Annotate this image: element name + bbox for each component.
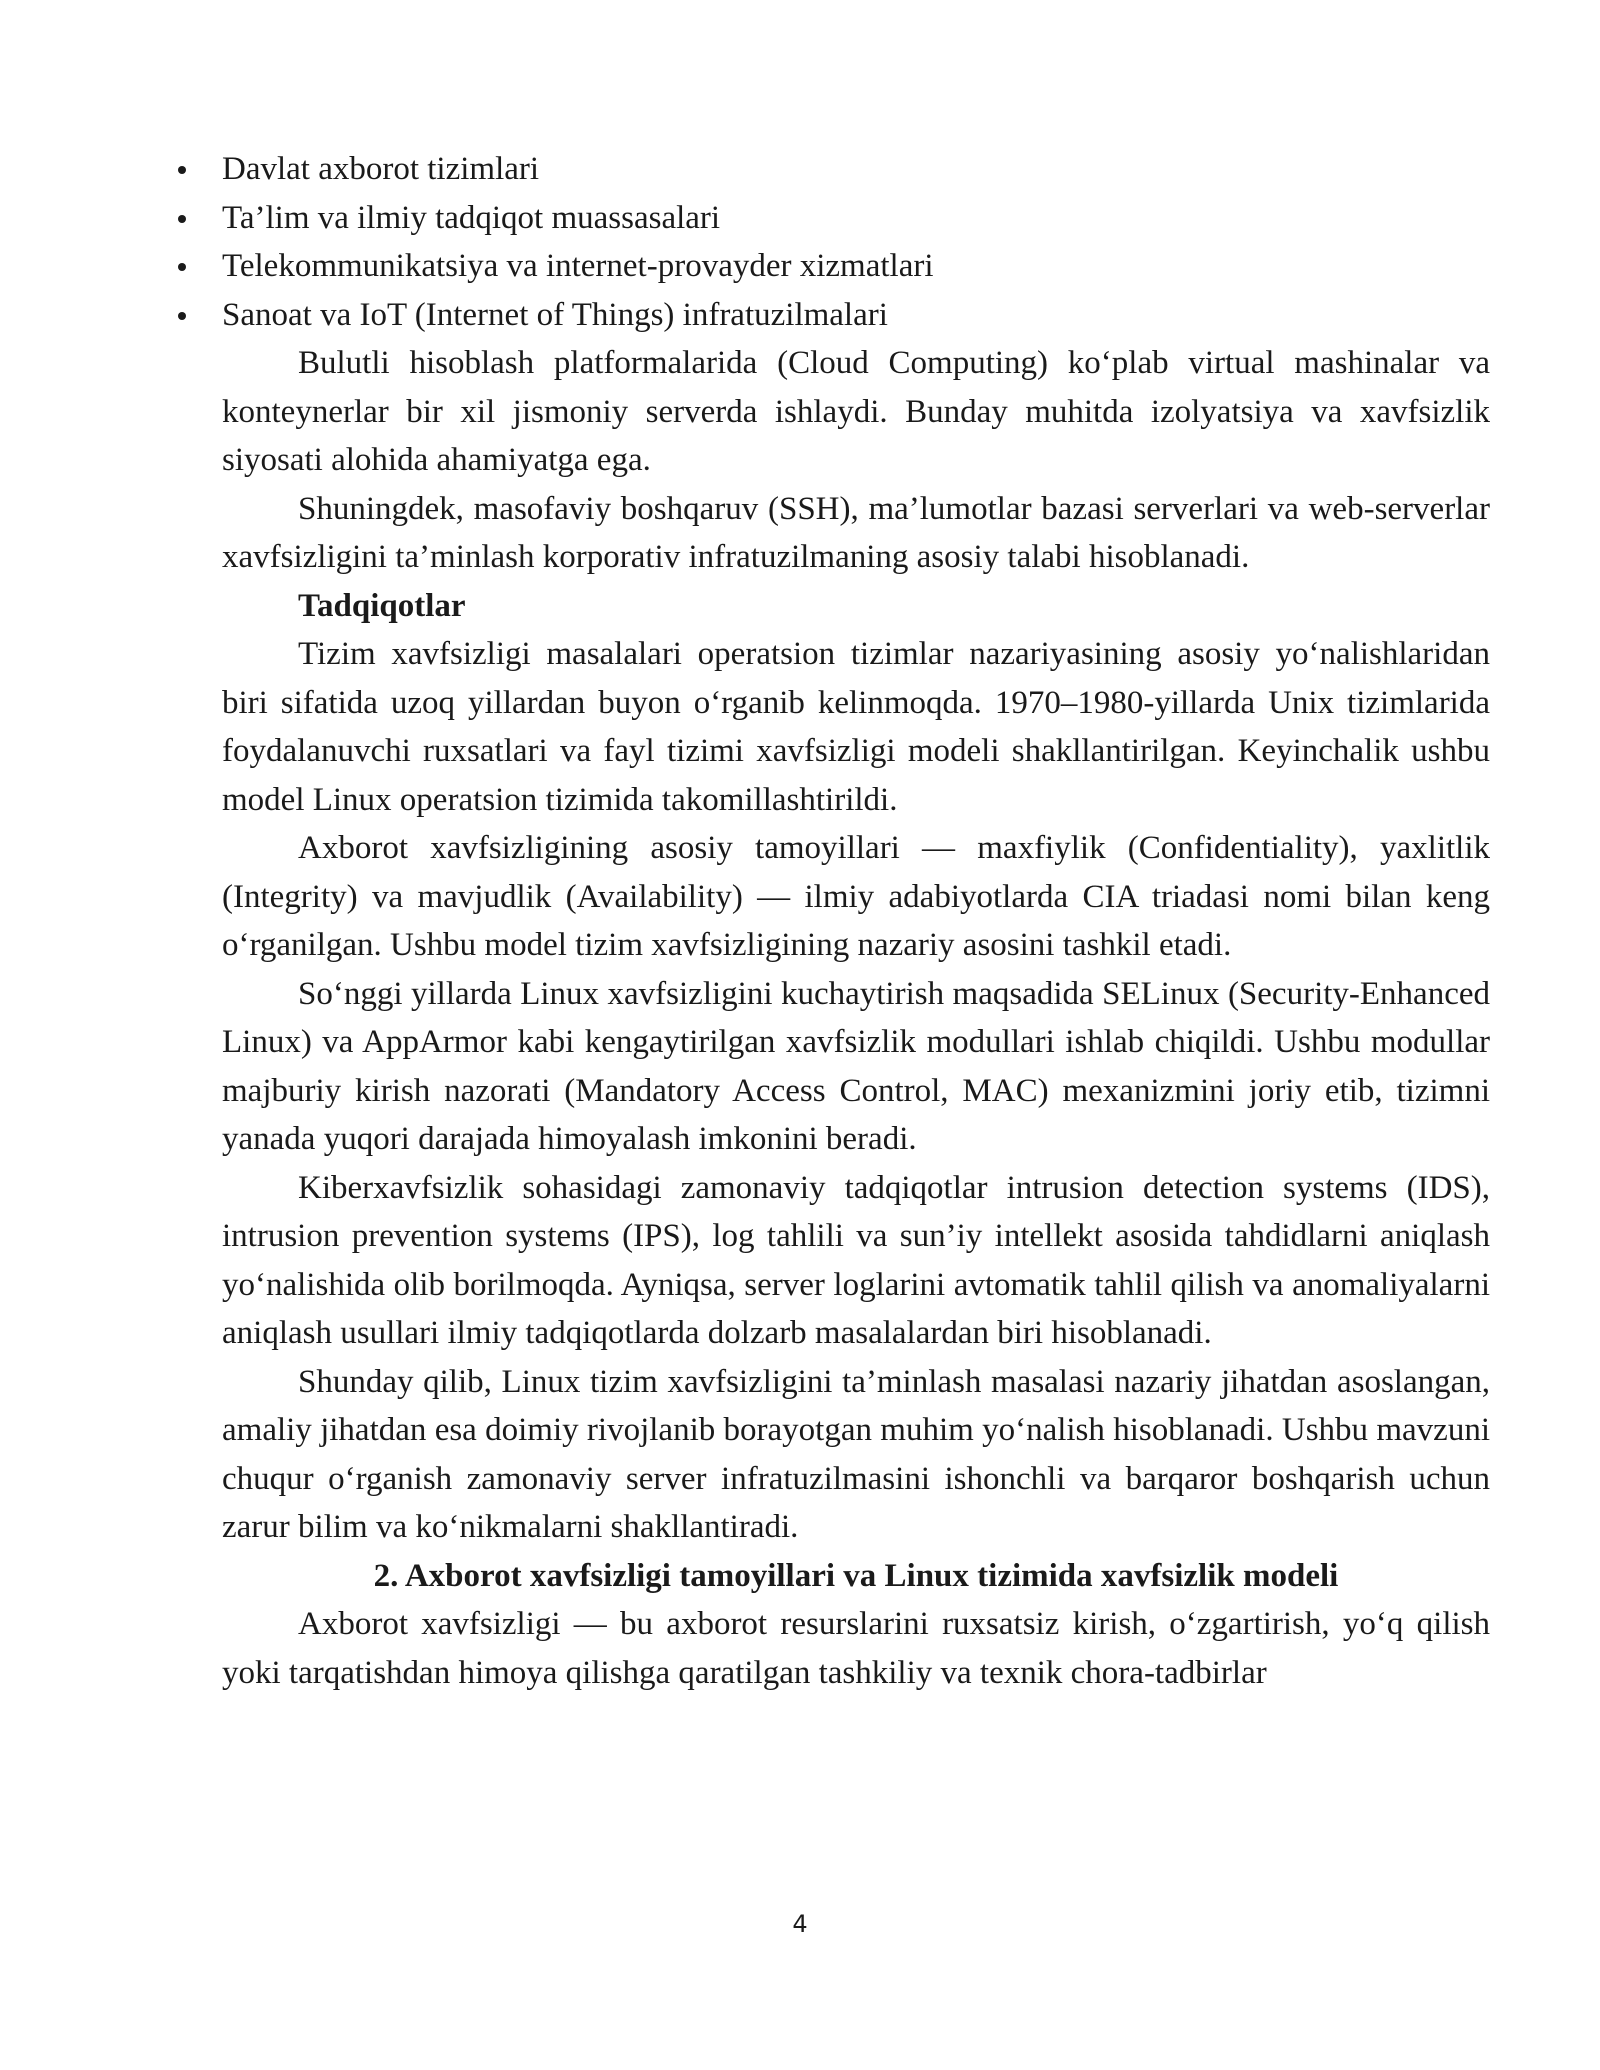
- page-content: [222, 145, 1490, 1697]
- list-item: [222, 291, 1490, 340]
- bullet-icon: [178, 263, 186, 271]
- paragraph-research-ids: Kiberxavfsizlik sohasidagi zamonaviy tadqiqotlar intrusion detection systems (IDS), intrusion prevention systems (IPS), log tahlili va sun’iy intellekt asosida tahdidlarni aniqlash yo‘nalishida olib borilmoqda. Ayniqsa, server loglarini avtomatik tahlil qilish va anomaliyalarni aniqlash usullari ilmiy tadqiqotlarda dolzarb masalalardan biri hisoblanadi.: [222, 1169, 1490, 1351]
- list-item: [222, 145, 1490, 194]
- bullet-icon: [178, 312, 186, 320]
- paragraph-cloud-computing: Bulutli hisoblash platformalarida (Cloud Computing) ko‘plab virtual mashinalar va konteynerlar bir xil jismoniy serverda ishlaydi. Bunday muhitda izolyatsiya va xavfsizlik siyosati alohida ahamiyatga ega.: [222, 345, 1490, 478]
- paragraph-research-selinux: So‘nggi yillarda Linux xavfsizligini kuchaytirish maqsadida SELinux (Security-Enhanced Linux) va AppArmor kabi kengaytirilgan xavfsizlik modullari ishlab chiqildi. Ushbu modullar majburiy kirish nazorati (Mandatory Access Control, MAC) mexanizmini joriy etib, tizimni yanada yuqori darajada himoyalash imkonini beradi.: [222, 975, 1490, 1157]
- section-title: 2. Axborot xavfsizligi tamoyillari va Linux tizimida xavfsizlik modeli: [373, 1557, 1339, 1594]
- bullet-list: [222, 145, 1490, 339]
- paragraph-research-cia: Axborot xavfsizligining asosiy tamoyillari — maxfiylik (Confidentiality), yaxlitlik (Integrity) va mavjudlik (Availability) — ilmiy adabiyotlarda CIA triadasi nomi bilan keng o‘rganilgan. Ushbu model tizim xavfsizligining nazariy asosini tashkil etadi.: [222, 830, 1490, 963]
- list-item: [222, 242, 1490, 291]
- paragraph-research-conclusion: Shunday qilib, Linux tizim xavfsizligini ta’minlash masalasi nazariy jihatdan asoslangan, amaliy jihatdan esa doimiy rivojlanib borayotgan muhim yo‘nalish hisoblanadi. Ushbu mavzuni chuqur o‘rganish zamonaviy server infratuzilmasini ishonchli va barqaror boshqarish uchun zarur bilim va ko‘nikmalarni shakllantiradi.: [222, 1363, 1490, 1545]
- bullet-icon: [178, 166, 186, 174]
- paragraph-research-unix: Tizim xavfsizligi masalalari operatsion tizimlar nazariyasining asosiy yo‘nalishlaridan biri sifatida uzoq yillardan buyon o‘rganib kelinmoqda. 1970–1980-yillarda Unix tizimlarida foydalanuvchi ruxsatlari va fayl tizimi xavfsizligi modeli shakllantirilgan. Keyinchalik ushbu model Linux operatsion tizimida takomillashtirildi.: [222, 636, 1490, 818]
- paragraph-section-intro: Axborot xavfsizligi — bu axborot resurslarini ruxsatsiz kirish, o‘zgartirish, yo‘q qilish yoki tarqatishdan himoya qilishga qaratilgan tashkiliy va texnik chora-tadbirlar: [222, 1606, 1490, 1691]
- list-item-text: Ta’lim va ilmiy tadqiqot muassasalari: [222, 199, 721, 236]
- paragraph-ssh-servers: Shuningdek, masofaviy boshqaruv (SSH), ma’lumotlar bazasi serverlari va web-serverlar xavfsizligini ta’minlash korporativ infratuzilmaning asosiy talabi hisoblanadi.: [222, 490, 1490, 575]
- research-heading: Tadqiqotlar: [298, 587, 466, 624]
- page-number: 4: [792, 1910, 808, 1938]
- list-item-text: Sanoat va IoT (Internet of Things) infratuzilmalari: [222, 296, 888, 333]
- list-item: [222, 194, 1490, 243]
- list-item-text: Telekommunikatsiya va internet-provayder xizmatlari: [222, 248, 934, 284]
- list-item-text: Davlat axborot tizimlari: [222, 151, 540, 187]
- bullet-icon: [178, 215, 186, 223]
